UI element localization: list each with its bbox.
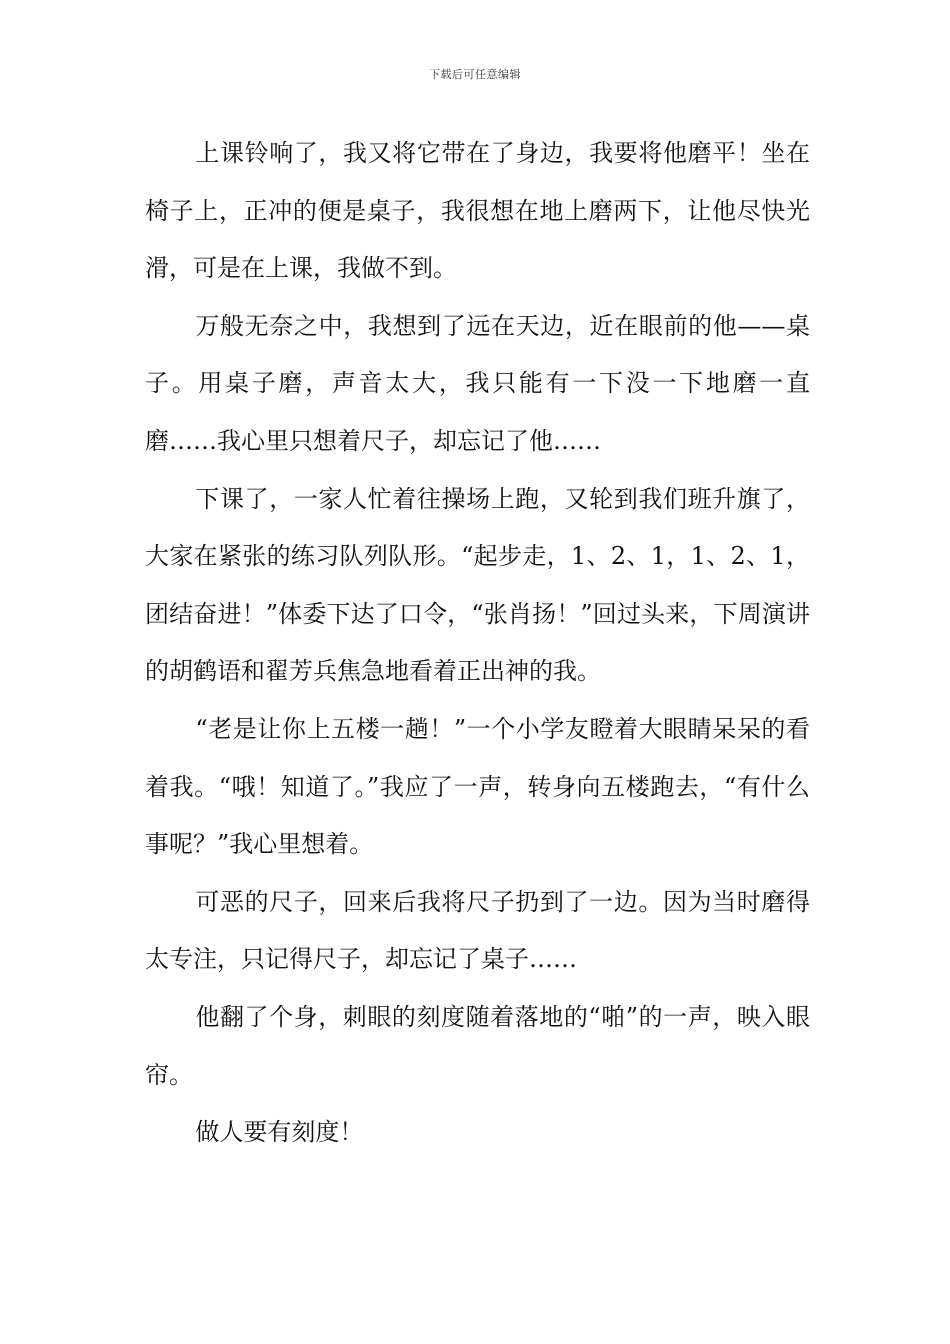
paragraph: 他翻了个身，刺眼的刻度随着落地的“啪”的一声，映入眼帘。: [145, 1002, 810, 1089]
page-header: 下载后可任意编辑: [429, 68, 521, 81]
paragraph: 上课铃响了，我又将它带在了身边，我要将他磨平！坐在椅子上，正冲的便是桌子，我很想在地上磨两下，让他尽快光滑，可是在上课，我做不到。: [145, 139, 810, 283]
paragraph: 可恶的尺子，回来后我将尺子扔到了一边。因为当时磨得太专注，只记得尺子，却忘记了桌子……: [145, 887, 810, 974]
paragraph: 做人要有刻度！: [195, 1118, 364, 1147]
paragraph: “老是让你上五楼一趟！”一个小学友瞪着大眼睛呆呆的看着我。“哦！知道了。”我应了一声，转身向五楼跑去，“有什么事呢？”我心里想着。: [145, 714, 810, 859]
paragraph: 下课了，一家人忙着往操场上跑，又轮到我们班升旗了，大家在紧张的练习队列队形。“起步走，1、2、1，1、2、1，团结奋进！”体委下达了口令，“张肖扬！”回过头来，下周演讲的胡鹤语和翟芳兵焦急地看着正出神的我。: [145, 484, 810, 686]
document-body: [145, 125, 810, 1162]
paragraph: 万般无奈之中，我想到了远在天边，近在眼前的他——桌子。用桌子磨，声音太大，我只能有一下没一下地磨一直磨……我心里只想着尺子，却忘记了他……: [145, 311, 810, 455]
